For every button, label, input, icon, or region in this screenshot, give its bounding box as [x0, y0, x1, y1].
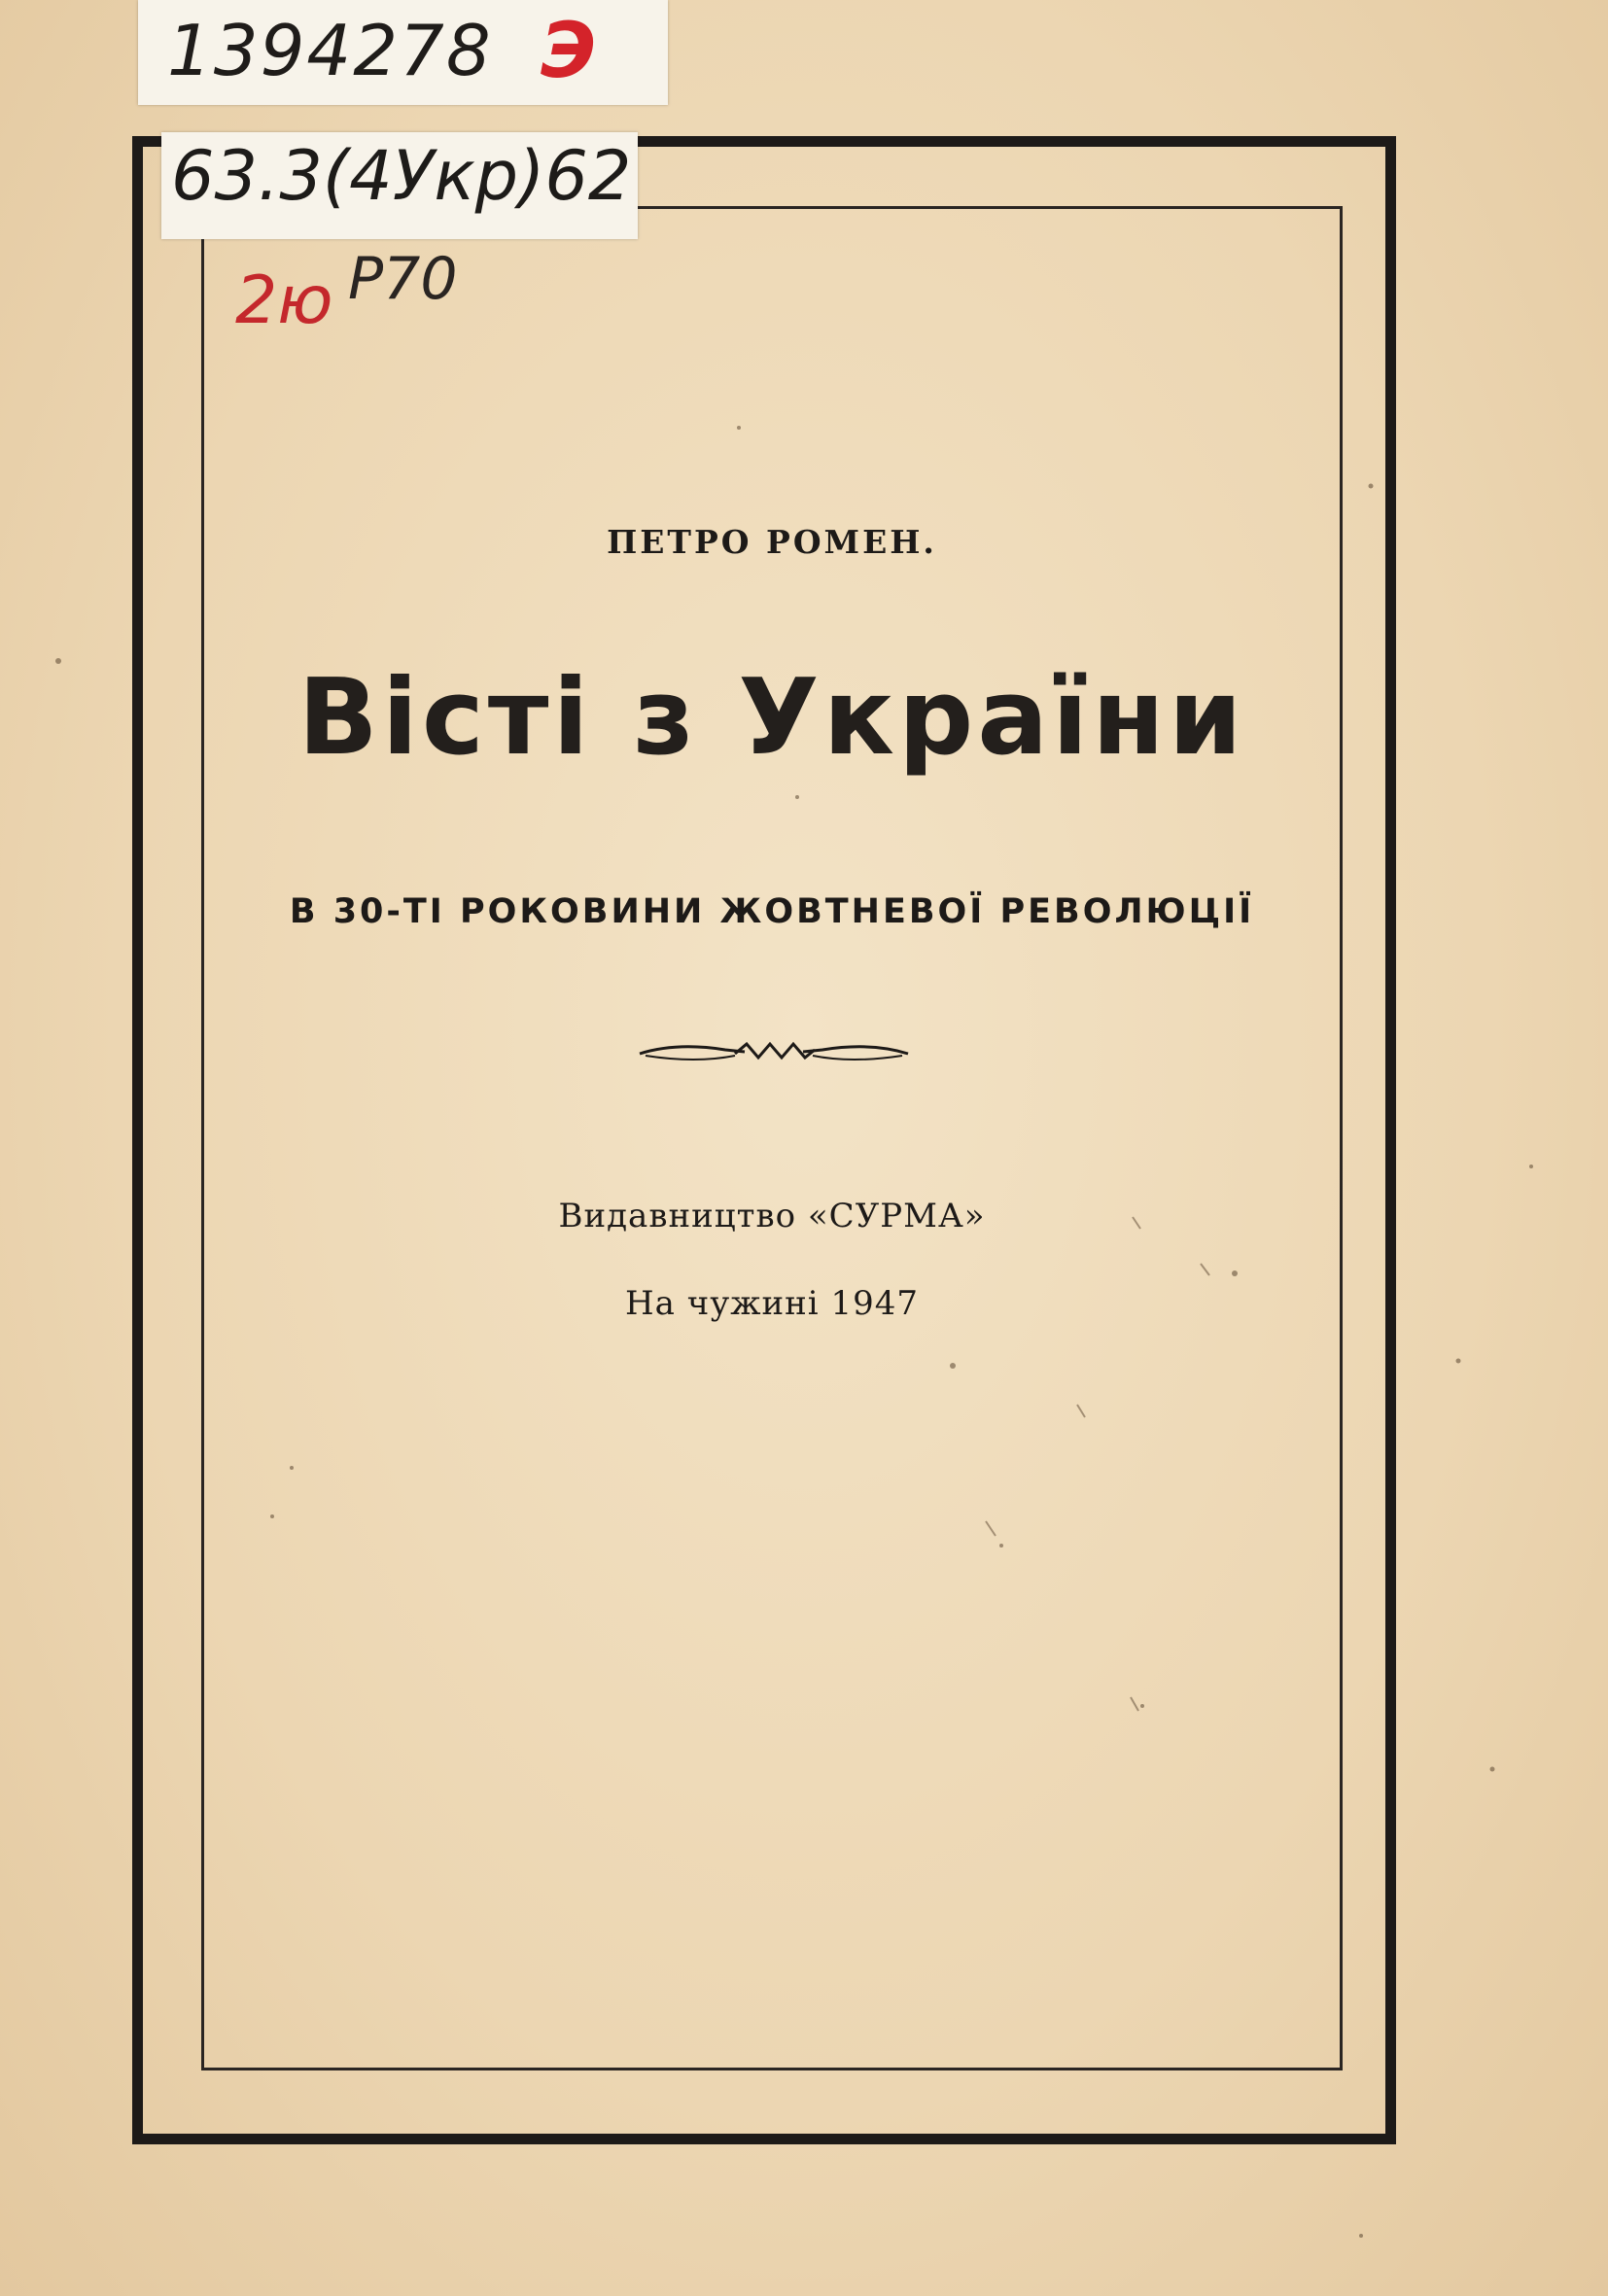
inner-frame: [201, 206, 1343, 2070]
book-title: Вісті з України: [297, 657, 1246, 779]
shelf-mark-code: Р70: [348, 245, 458, 313]
classification-code: 63.3(4Укр)62: [171, 136, 632, 216]
inventory-number: 1394278: [167, 10, 493, 91]
shelf-mark-red: 2ю: [235, 262, 333, 339]
place-year-line: На чужині 1947: [624, 1284, 920, 1323]
publisher-line: Видавництво «СУРМА»: [558, 1197, 986, 1235]
book-subtitle: В 30-ТІ РОКОВИНИ ЖОВТНЕВОЇ РЕВОЛЮЦІЇ: [289, 892, 1255, 931]
author-name: ПЕТРО РОМЕН.: [607, 523, 937, 561]
decorative-ornament: [638, 1034, 910, 1073]
inventory-mark: Э: [541, 8, 597, 95]
